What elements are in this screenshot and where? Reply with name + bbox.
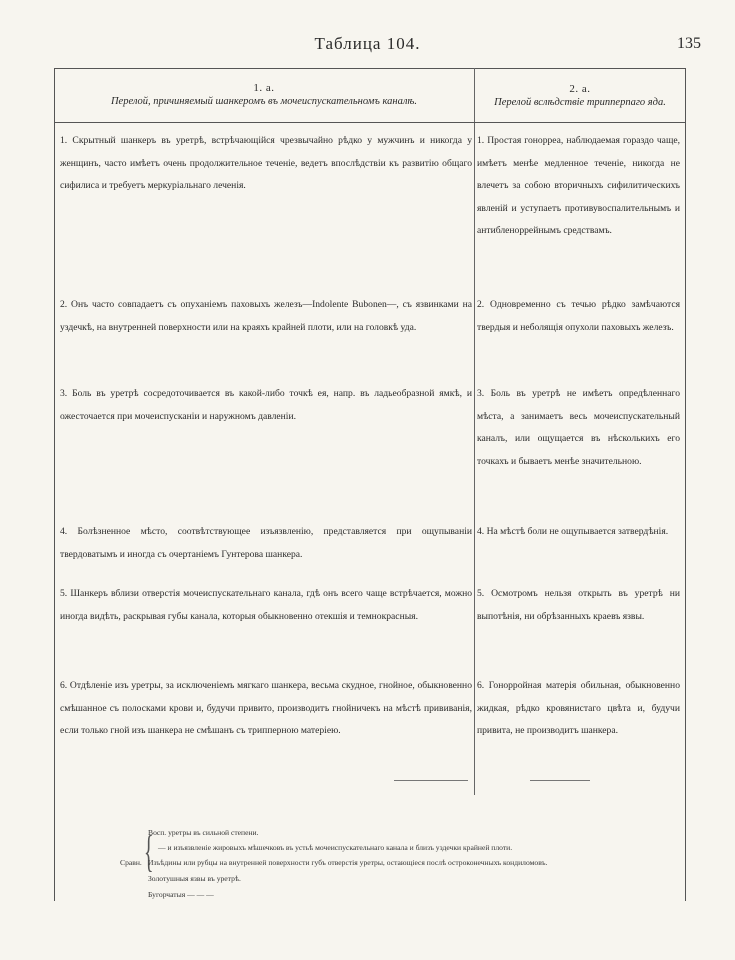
left-entry-2: 2. Онъ часто совпадаетъ съ опуханіемъ паховыхъ железъ—Indolente Bubonen—, съ язвинками на уздечкѣ, на внутренней поверхности или на краяхъ крайней плоти, или на головкѣ уда. <box>60 299 472 333</box>
right-entry-4: 4. На мѣстѣ боли не ощупывается затвердѣнія. <box>477 526 669 537</box>
left-entry-4: 4. Болѣзненное мѣсто, соотвѣтствующее изъязвленію, представляется при ощупываніи твердоватымъ и иногда съ очертаніемъ Гунтерова шанкера. <box>60 526 472 560</box>
left-entry-5: 5. Шанкеръ вблизи отверстія мочеиспускательнаго канала, гдѣ онъ всего чаще встрѣчается, можно иногда видѣть, раскрывая губы канала, которыя обыкновенно отекшія и темнокрасныя. <box>60 588 472 622</box>
left-end-rule <box>394 780 468 781</box>
left-entry-6: 6. Отдѣленіе изъ уретры, за исключеніемъ мягкаго шанкера, весьма скудное, гнойное, обыкновенно смѣшанное съ полосками крови и, будучи привито, производитъ гнойничекъ на мѣстѣ прививанія, если только гной изъ шанкера не смѣшанъ съ трипперною матеріею. <box>60 680 472 737</box>
footnote-line-5: Бугорчатыя — — — <box>148 890 214 899</box>
left-column-header <box>56 82 472 108</box>
right-entry-1: 1. Простая гонорреа, наблюдаемая гораздо чаще, имѣетъ менѣе медленное теченіе, никогда не влечетъ за собою вторичныхъ сифилитическихъ явленій и уступаетъ противувоспалительнымъ и антибленоррейнымъ средствамъ. <box>477 135 680 237</box>
column-divider <box>474 68 475 795</box>
footnote-brace: { <box>144 827 154 876</box>
right-entry-5: 5. Осмотромъ нельзя открыть въ уретрѣ ни выпотѣнія, ни обрѣзанныхъ краевъ язвы. <box>477 588 680 622</box>
right-entry-2: 2. Одновременно съ течью рѣдко замѣчаются твердыя и неболящія опухоли паховыхъ железъ. <box>477 299 680 333</box>
right-column-header <box>477 83 683 109</box>
footnote-line-2: — и изъязвленіе жировыхъ мѣшечковъ въ устьѣ мочеиспускательнаго канала и близъ уздечки крайней плоти. <box>158 843 513 852</box>
left-column-number: 1. а. <box>253 82 275 94</box>
left-entry-1: 1. Скрытный шанкеръ въ уретрѣ, встрѣчающійся чрезвычайно рѣдко у мужчинъ и никогда у женщинъ, часто имѣетъ очень продолжительное теченіе, ведетъ впослѣдствіи къ развитію общаго сифилиса и требуетъ меркуріальнаго леченія. <box>60 135 472 192</box>
right-column-title: Перелой вслѣдствіе трипперпаго яда. <box>494 97 666 108</box>
footnote-line-1: Воcп. уретры въ сильной степени. <box>148 828 259 837</box>
right-end-rule <box>530 780 590 781</box>
right-entry-6: 6. Гонорройная матерія обильная, обыкновенно жидкая, рѣдко кровянистаго цвѣта и, будучи привита, не производитъ шанкера. <box>477 680 680 737</box>
right-entry-3: 3. Боль въ уретрѣ не имѣетъ опредѣленнаго мѣста, а занимаетъ весь мочеиспускательный каналъ, или ощущается въ нѣсколькихъ его точкахъ и бываетъ менѣе значительною. <box>477 388 680 467</box>
footnote-line-4: Золотушныя язвы въ уретрѣ. <box>148 874 241 883</box>
page-title: Таблица 104. <box>314 34 421 53</box>
left-column-title: Перелой, причиняемый шанкеромъ въ мочеиспускательномъ каналѣ. <box>110 96 418 107</box>
footnote-label: Сравн. <box>120 858 142 867</box>
left-entry-3: 3. Боль въ уретрѣ сосредоточивается въ какой-либо точкѣ ея, напр. въ ладьеобразной ямкѣ, и ожесточается при мочеиспусканіи и наружномъ давленіи. <box>60 388 472 422</box>
page-number: 135 <box>677 35 701 52</box>
footnote-line-3: Изъѣдины или рубцы на внутренней поверхности губъ отверстія уретры, остающіеся послѣ остроконечныхъ кондиломовъ. <box>148 858 548 867</box>
right-column-number: 2. а. <box>569 83 591 95</box>
header-rule <box>54 122 685 123</box>
